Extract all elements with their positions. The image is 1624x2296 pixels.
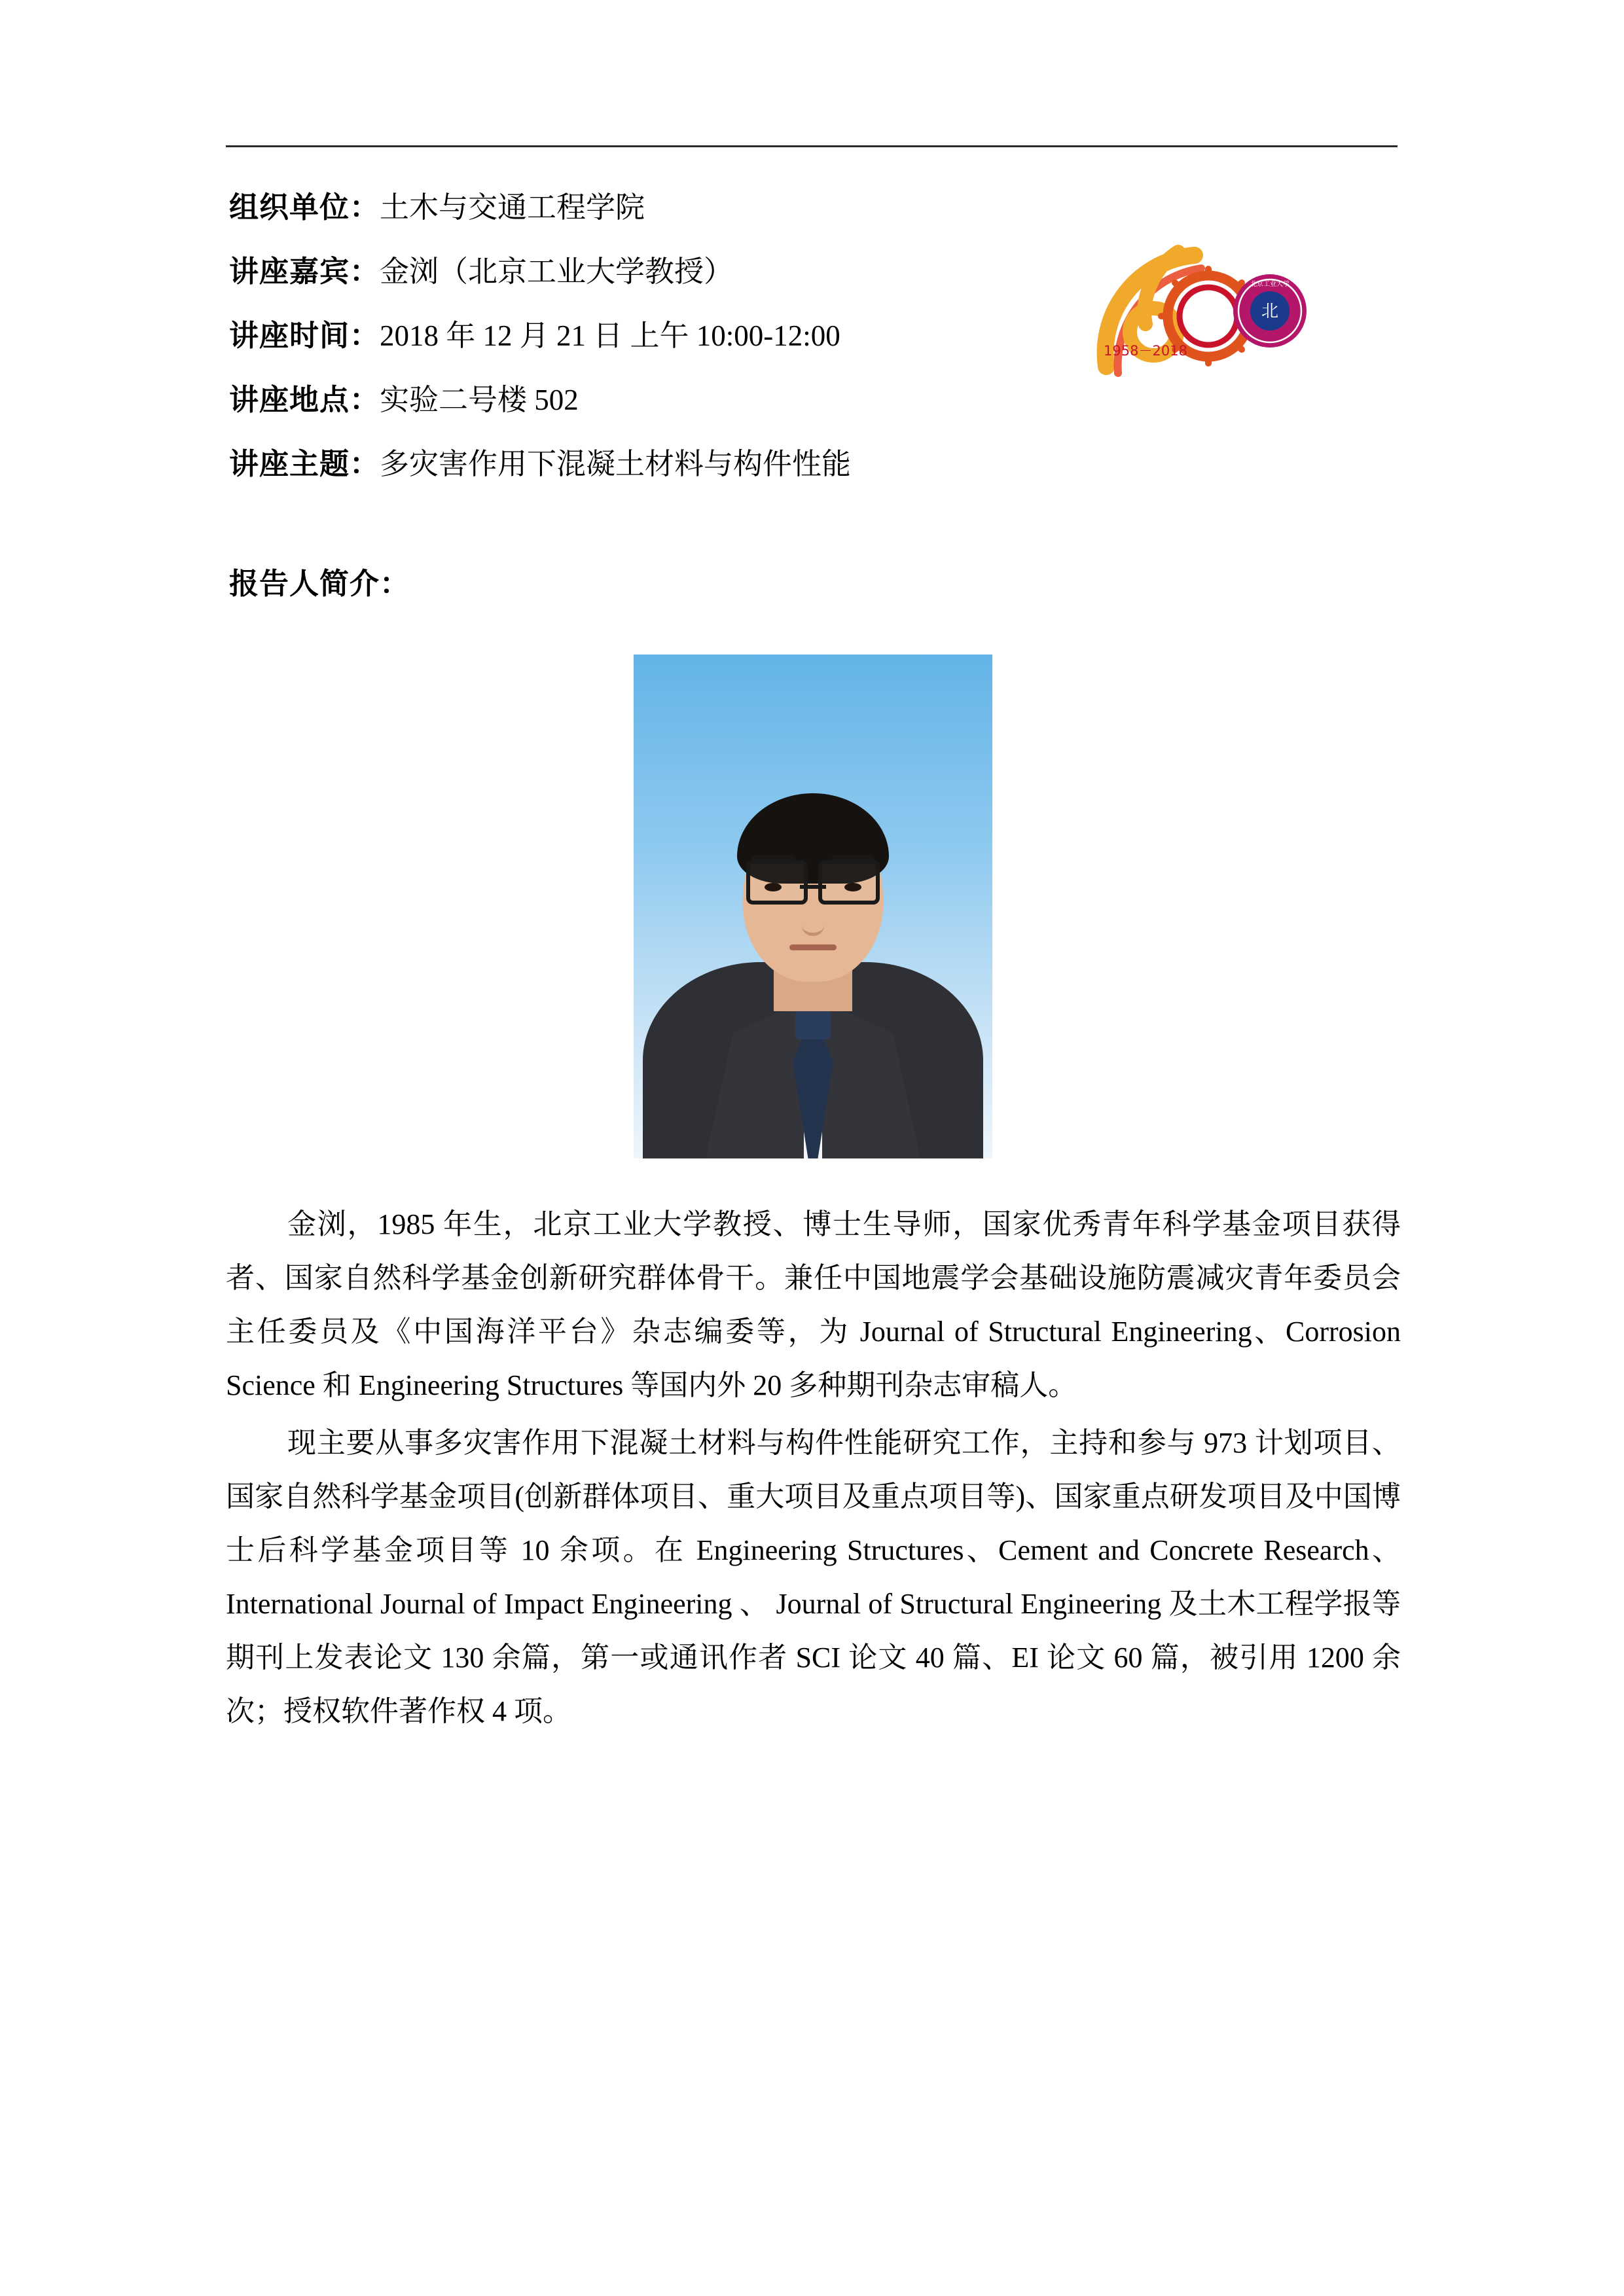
info-row-time	[229, 304, 1211, 368]
emblem-seal-text: 北京工业大学	[1250, 281, 1290, 288]
speaker-portrait-photo	[634, 655, 992, 1158]
info-value-venue: 实验二号楼 502	[380, 384, 579, 416]
info-row-organizer	[229, 175, 1211, 240]
portrait-glasses-left-lens	[746, 860, 808, 905]
portrait-glasses-right-lens	[818, 860, 880, 905]
svg-text:北: 北	[1261, 302, 1279, 321]
portrait-nose	[802, 916, 824, 936]
info-row-venue	[229, 368, 1211, 432]
header-divider	[226, 145, 1398, 147]
info-value-organizer: 土木与交通工程学院	[380, 191, 645, 224]
info-label-organizer: 组织单位：	[229, 191, 380, 224]
info-value-topic: 多灾害作用下混凝土材料与构件性能	[380, 448, 852, 480]
info-label-speaker: 讲座嘉宾：	[229, 255, 380, 288]
portrait-eye-left	[765, 883, 782, 891]
emblem-years-label: 1958－2018	[1104, 343, 1187, 359]
info-label-venue: 讲座地点：	[229, 384, 380, 416]
lecture-info-block	[229, 175, 1211, 496]
portrait-necktie-knot	[795, 1009, 831, 1039]
info-row-topic	[229, 432, 1211, 496]
speaker-bio-heading: 报告人简介：	[229, 567, 410, 600]
bio-paragraph-1: 金浏，1985 年生，北京工业大学教授、博士生导师，国家优秀青年科学基金项目获得者、国家自然科学基金创新研究群体骨干。兼任中国地震学会基础设施防震减灾青年委员会主任委员及《中国海洋平台》杂志编委等，为 Journal of Structural Engineering、Corrosion Science 和 Engineering Structures 等国内外 20 多种期刊杂志审稿人。	[226, 1208, 1401, 1401]
portrait-glasses-bridge	[800, 885, 826, 889]
bio-paragraph-2: 现主要从事多灾害作用下混凝土材料与构件性能研究工作，主持和参与 973 计划项目、国家自然科学基金项目(创新群体项目、重大项目及重点项目等)、国家重点研发项目及中国博士后科学基金项目等 10 余项。在 Engineering Structures、Cement and Concrete Research、International Journal of Impact Engineering 、 Journal of Structural Engineering 及土木工程学报等期刊上发表论文 130 余篇，第一或通讯作者 SCI 论文 40 篇、EI 论文 60 篇，被引用 1200 余次；授权软件著作权 4 项。	[226, 1427, 1401, 1727]
portrait-eye-right	[844, 883, 861, 891]
speaker-bio-body	[226, 1198, 1401, 1742]
anniversary-emblem-icon	[1080, 232, 1335, 396]
info-label-topic: 讲座主题：	[229, 448, 380, 480]
portrait-mouth	[789, 944, 837, 950]
info-label-time: 讲座时间：	[229, 319, 380, 352]
info-value-time: 2018 年 12 月 21 日 上午 10:00-12:00	[380, 319, 840, 352]
info-value-speaker: 金浏（北京工业大学教授）	[380, 255, 734, 288]
info-row-speaker	[229, 240, 1211, 304]
